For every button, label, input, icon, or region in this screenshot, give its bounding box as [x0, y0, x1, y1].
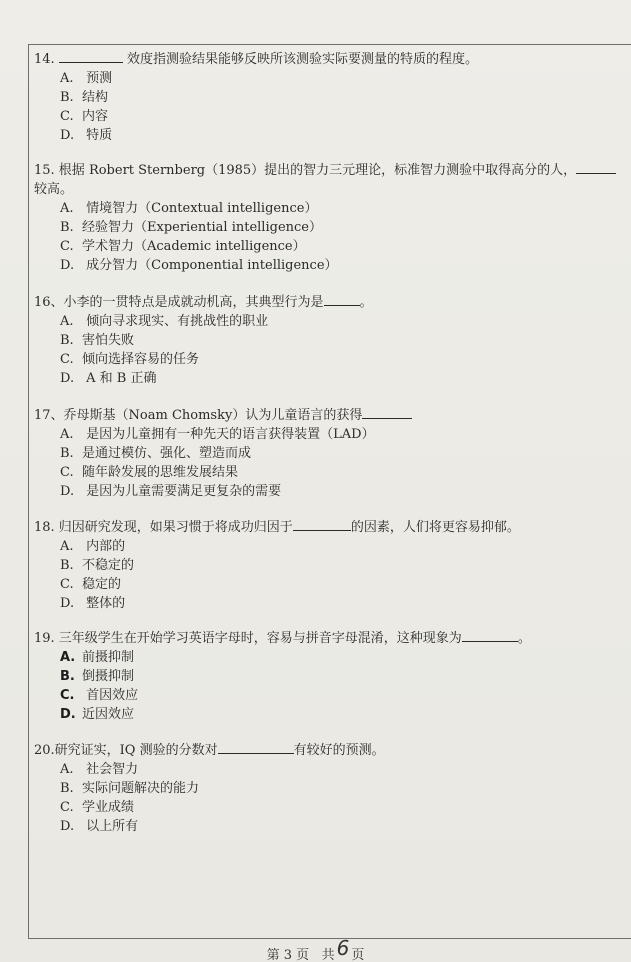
option-c: C. 首因效应 [60, 688, 139, 703]
option-a: A. 是因为儿童拥有一种先天的语言获得装置（LAD） [60, 427, 375, 442]
option-b: B. 实际问题解决的能力 [60, 781, 200, 796]
question-stem: 20.研究证实，IQ 测验的分数对 有较好的预测。 [34, 740, 624, 760]
option-b: B. 不稳定的 [60, 558, 135, 573]
handwritten-letter: B. [60, 669, 75, 684]
option-c: C. 倾向选择容易的任务 [60, 352, 200, 367]
question-stem: 19. 三年级学生在开始学习英语字母时，容易与拼音字母混淆，这种现象为 。 [34, 628, 624, 648]
option-list [34, 648, 624, 724]
option-c: C. 学术智力（Academic intelligence） [60, 239, 306, 254]
option-list [34, 69, 624, 145]
question-stem: 16、小李的一贯特点是成就动机高，其典型行为是 。 [34, 292, 624, 312]
page-number-footer [0, 936, 631, 962]
option-d: D. 是因为儿童需要满足更复杂的需要 [60, 484, 282, 499]
option-b: B. 害怕失败 [60, 333, 135, 348]
option-a: A. 情境智力（Contextual intelligence） [60, 201, 318, 216]
option-d: D. 成分智力（Componential intelligence） [60, 258, 338, 273]
option-list [34, 199, 624, 275]
handwritten-letter: D. [60, 707, 76, 722]
option-a: A. 前摄抑制 [60, 650, 135, 665]
option-d: D. 近因效应 [60, 707, 135, 722]
option-b: B. 倒摄抑制 [60, 669, 135, 684]
answer-blank [293, 517, 351, 531]
option-b: B. 结构 [60, 90, 109, 105]
question-stem: 14. 效度指测验结果能够反映所该测验实际要测量的特质的程度。 [34, 49, 624, 69]
question-stem: 18. 归因研究发现，如果习惯于将成功归因于 的因素，人们将更容易抑郁。 [34, 517, 624, 537]
question-18 [34, 517, 624, 613]
option-list [34, 537, 624, 613]
option-c: C. 稳定的 [60, 577, 122, 592]
answer-blank [59, 49, 123, 63]
option-d: D. 以上所有 [60, 819, 139, 834]
option-a: A. 社会智力 [60, 762, 139, 777]
question-15 [34, 160, 624, 275]
handwritten-letter: A. [60, 650, 76, 665]
option-d: D. 特质 [60, 128, 113, 143]
page-number: 第 3 页 [266, 948, 310, 962]
option-list [34, 425, 624, 501]
option-b: B. 是通过模仿、强化、塑造而成 [60, 446, 252, 461]
question-14 [34, 49, 624, 145]
question-stem-continued: 较高。 [34, 182, 74, 197]
option-d: D. A 和 B 正确 [60, 371, 157, 386]
answer-blank [324, 292, 360, 306]
option-a: A. 预测 [60, 71, 113, 86]
total-label: 共 [321, 948, 335, 962]
option-a: A. 倾向寻求现实、有挑战性的职业 [60, 314, 269, 329]
question-stem: 17、乔母斯基（Noam Chomsky）认为儿童语言的获得 [34, 405, 624, 425]
question-19 [34, 628, 624, 724]
option-c: C. 随年龄发展的思维发展结果 [60, 465, 239, 480]
option-a: A. 内部的 [60, 539, 126, 554]
question-20 [34, 740, 624, 836]
question-stem: 15. 根据 Robert Sternberg（1985）提出的智力三元理论，标准智力测验中取得高分的人， [34, 160, 624, 180]
option-b: B. 经验智力（Experiential intelligence） [60, 220, 322, 235]
question-17 [34, 405, 624, 501]
option-c: C. 学业成绩 [60, 800, 135, 815]
option-c: C. 内容 [60, 109, 109, 124]
answer-blank [218, 740, 294, 754]
answer-blank [462, 628, 518, 642]
option-list [34, 312, 624, 388]
option-d: D. 整体的 [60, 596, 126, 611]
handwritten-letter: C. [60, 688, 75, 703]
question-16 [34, 292, 624, 388]
answer-blank [576, 160, 616, 174]
total-suffix: 页 [351, 948, 365, 962]
answer-blank [362, 405, 412, 419]
total-pages-handwritten: 6 [336, 936, 350, 960]
option-list [34, 760, 624, 836]
